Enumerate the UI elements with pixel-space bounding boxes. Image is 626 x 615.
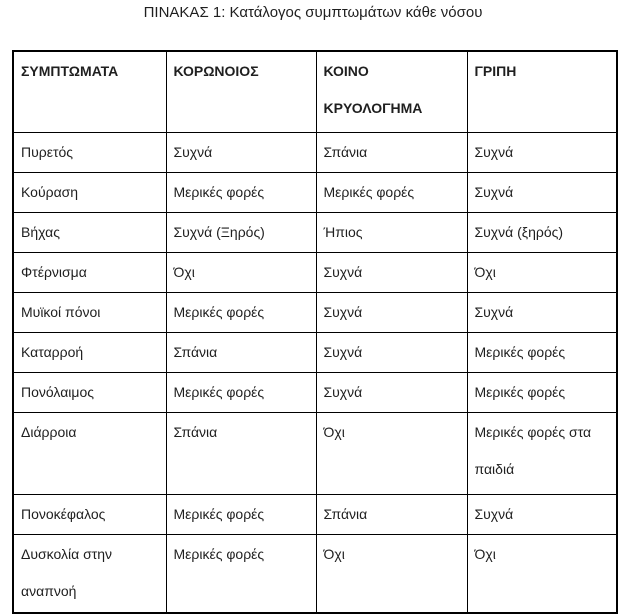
symptom-cell: Κούραση bbox=[13, 172, 166, 212]
coronavirus-cell: Σπάνια bbox=[166, 332, 316, 372]
common-cold-cell: Ήπιος bbox=[316, 212, 467, 252]
coronavirus-cell: Μερικές φορές bbox=[166, 172, 316, 212]
table-caption: ΠΙΝΑΚΑΣ 1: Κατάλογος συμπτωμάτων κάθε νόσου bbox=[143, 4, 483, 21]
coronavirus-cell: Όχι bbox=[166, 252, 316, 292]
symptom-cell: Βήχας bbox=[13, 212, 166, 252]
common-cold-cell: Σπάνια bbox=[316, 132, 467, 172]
symptom-cell: Πυρετός bbox=[13, 132, 166, 172]
flu-cell: Συχνά bbox=[467, 132, 617, 172]
coronavirus-cell: Συχνά bbox=[166, 132, 316, 172]
table-row-muscle-aches bbox=[13, 292, 617, 332]
common-cold-cell: Συχνά bbox=[316, 372, 467, 412]
table-row-fever bbox=[13, 132, 617, 172]
table-row-cough bbox=[13, 212, 617, 252]
flu-cell: Συχνά (ξηρός) bbox=[467, 212, 617, 252]
symptom-cell: Διάρροια bbox=[13, 412, 166, 494]
coronavirus-cell: Μερικές φορές bbox=[166, 372, 316, 412]
flu-cell: Συχνά bbox=[467, 494, 617, 534]
table-row-headache bbox=[13, 494, 617, 534]
table-row-difficulty-breathing bbox=[13, 534, 617, 613]
common-cold-cell: Όχι bbox=[316, 412, 467, 494]
flu-cell: Μερικές φορές στα παιδιά bbox=[467, 412, 617, 494]
symptom-cell: Πονόλαιμος bbox=[13, 372, 166, 412]
coronavirus-cell: Συχνά (Ξηρός) bbox=[166, 212, 316, 252]
column-header-coronavirus: ΚΟΡΩΝΟΙΟΣ bbox=[166, 51, 316, 132]
flu-cell: Συχνά bbox=[467, 172, 617, 212]
common-cold-cell: Μερικές φορές bbox=[316, 172, 467, 212]
symptom-cell: Δυσκολία στην αναπνοή bbox=[13, 534, 166, 613]
symptoms-table bbox=[12, 50, 618, 614]
symptom-cell: Φτέρνισμα bbox=[13, 252, 166, 292]
column-header-common-cold: ΚΟΙΝΟ ΚΡΥΟΛΟΓΗΜΑ bbox=[316, 51, 467, 132]
header-row bbox=[13, 51, 617, 132]
coronavirus-cell: Μερικές φορές bbox=[166, 292, 316, 332]
flu-cell: Όχι bbox=[467, 252, 617, 292]
symptom-cell: Καταρροή bbox=[13, 332, 166, 372]
table-row-sore-throat bbox=[13, 372, 617, 412]
column-header-flu: ΓΡΙΠΗ bbox=[467, 51, 617, 132]
table-row-sneezing bbox=[13, 252, 617, 292]
flu-cell: Όχι bbox=[467, 534, 617, 613]
common-cold-cell: Συχνά bbox=[316, 252, 467, 292]
flu-cell: Μερικές φορές bbox=[467, 332, 617, 372]
symptom-cell: Μυϊκοί πόνοι bbox=[13, 292, 166, 332]
table-row-diarrhea bbox=[13, 412, 617, 494]
symptom-cell: Πονοκέφαλος bbox=[13, 494, 166, 534]
coronavirus-cell: Μερικές φορές bbox=[166, 534, 316, 613]
table-row-fatigue bbox=[13, 172, 617, 212]
coronavirus-cell: Σπάνια bbox=[166, 412, 316, 494]
common-cold-cell: Συχνά bbox=[316, 332, 467, 372]
flu-cell: Συχνά bbox=[467, 292, 617, 332]
common-cold-cell: Όχι bbox=[316, 534, 467, 613]
coronavirus-cell: Μερικές φορές bbox=[166, 494, 316, 534]
common-cold-cell: Σπάνια bbox=[316, 494, 467, 534]
column-header-symptoms: ΣΥΜΠΤΩΜΑΤΑ bbox=[13, 51, 166, 132]
flu-cell: Μερικές φορές bbox=[467, 372, 617, 412]
table-row-runny-nose bbox=[13, 332, 617, 372]
common-cold-cell: Συχνά bbox=[316, 292, 467, 332]
